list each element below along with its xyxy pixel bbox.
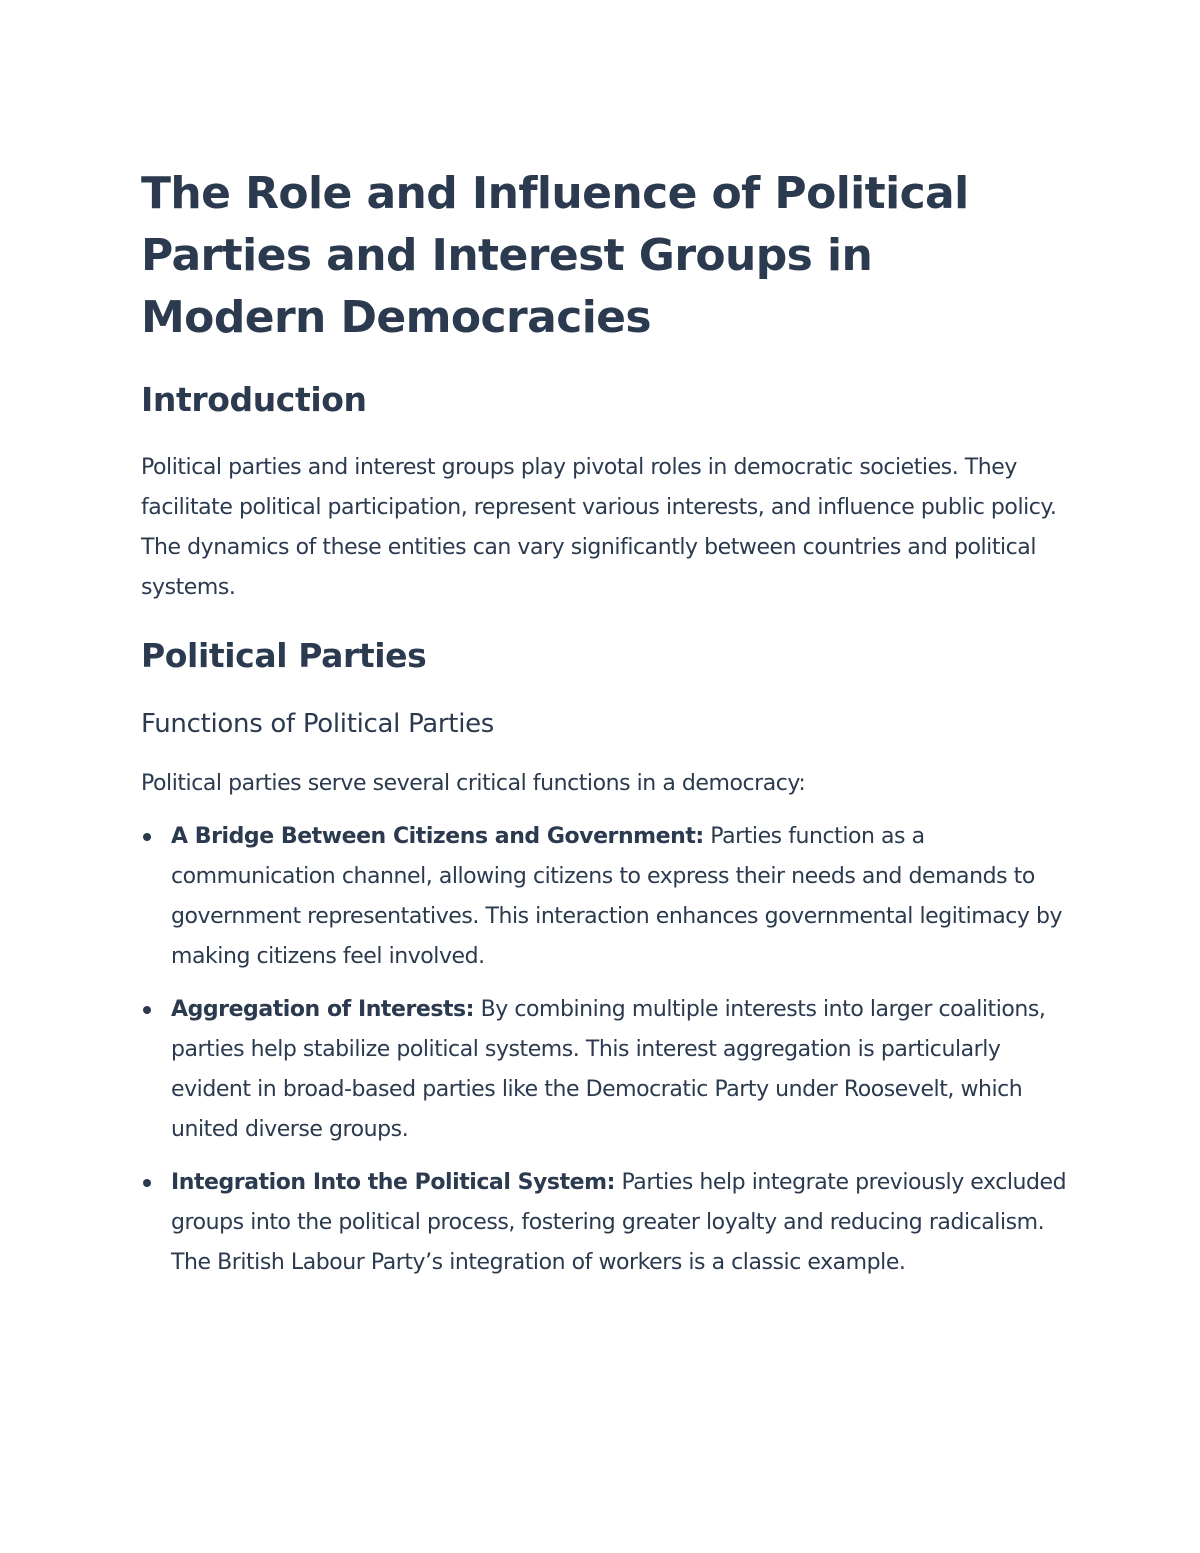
functions-list <box>141 817 1071 1296</box>
bullet-term: Integration Into the Political System: <box>171 1170 615 1195</box>
list-item <box>141 817 1071 977</box>
bullet-icon <box>143 833 151 841</box>
bullet-text: By combining multiple interests into larger coalitions, parties help stabilize political systems. This interest aggregation is particularly evident in broad-based parties like the Democratic Party under Roosevelt, which united diverse groups. <box>171 997 1046 1142</box>
bullet-icon <box>143 1179 151 1187</box>
bullet-icon <box>143 1006 151 1014</box>
functions-intro: Political parties serve several critical functions in a democracy: <box>141 771 806 796</box>
introduction-heading: Introduction <box>141 380 367 419</box>
list-item <box>141 1163 1071 1283</box>
bullet-text: Parties help integrate previously excluded groups into the political process, fostering greater loyalty and reducing radicalism. The British Labour Party’s integration of workers is a classic example. <box>171 1170 1067 1275</box>
functions-subheading: Functions of Political Parties <box>141 709 495 739</box>
introduction-paragraph: Political parties and interest groups play pivotal roles in democratic societies. They facilitate political participation, represent various interests, and influence public policy. The dynamics of these entities can vary significantly between countries and political systems. <box>141 455 1057 600</box>
bullet-text: Parties function as a communication channel, allowing citizens to express their needs and demands to government representatives. This interaction enhances governmental legitimacy by making citizens feel involved. <box>171 824 1063 969</box>
document-title: The Role and Influence of Political Parties and Interest Groups in Modern Democracies <box>141 168 969 343</box>
list-item <box>141 990 1071 1150</box>
bullet-term: Aggregation of Interests: <box>171 997 475 1022</box>
political-parties-heading: Political Parties <box>141 636 427 675</box>
bullet-term: A Bridge Between Citizens and Government: <box>171 824 704 849</box>
